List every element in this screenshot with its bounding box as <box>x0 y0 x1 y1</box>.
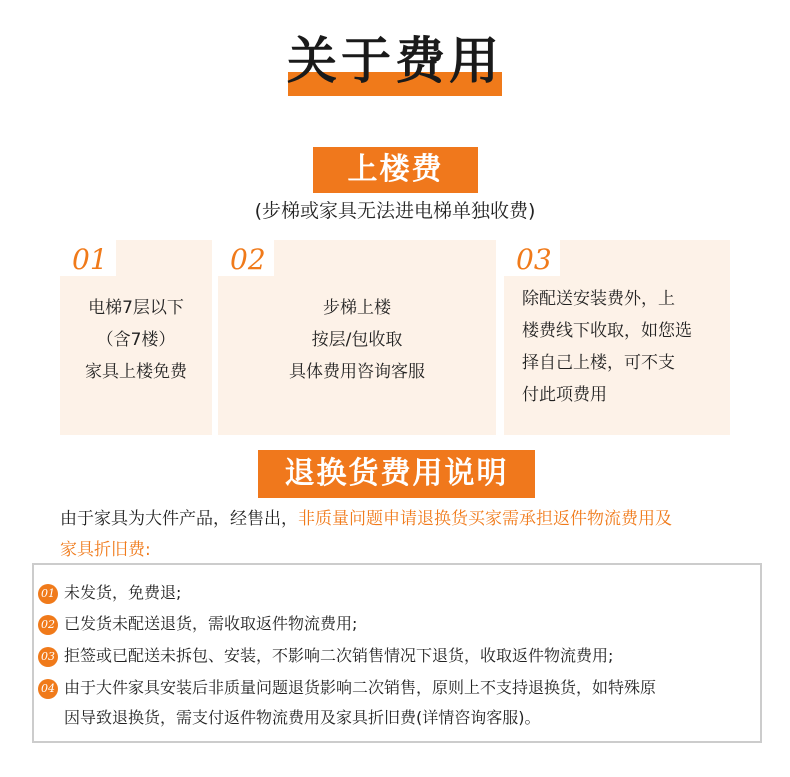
card-text <box>60 292 212 388</box>
number-badge-icon: 01 <box>38 584 58 604</box>
card-line: 楼费线下收取，如您选 <box>522 321 692 341</box>
card-text <box>218 292 496 388</box>
page-title: 关于费用 <box>287 32 503 90</box>
rule-item <box>38 673 748 733</box>
rule-text: 由于大件家具安装后非质量问题退货影响二次销售，原则上不支持退换货，如特殊原 <box>64 678 657 697</box>
card-line: （含7楼） <box>96 330 176 350</box>
card-line: 具体费用咨询客服 <box>289 362 425 382</box>
card-number: 03 <box>504 240 560 276</box>
returns-note-plain: 由于家具为大件产品，经售出， <box>60 509 298 529</box>
stairs-card-1 <box>60 240 212 435</box>
rule-text: 未发货，免费退; <box>64 583 182 602</box>
card-line: 电梯7层以下 <box>88 298 184 318</box>
rule-text: 拒签或已配送未拆包、安装，不影响二次销售情况下退货，收取返件物流费用; <box>64 646 614 665</box>
stairs-card-3 <box>504 240 730 435</box>
card-number: 02 <box>218 240 274 276</box>
rule-item <box>38 578 181 608</box>
card-line: 择自己上楼，可不支 <box>522 353 675 373</box>
rule-text: 已发货未配送退货，需收取返件物流费用; <box>64 614 358 633</box>
returns-banner: 退换货费用说明 <box>258 450 535 498</box>
card-line: 除配送安装费外，上 <box>522 289 675 309</box>
returns-note-highlight: 非质量问题申请退换货买家需承担返件物流费用及 <box>298 509 672 529</box>
stairs-fee-banner: 上楼费 <box>313 147 478 193</box>
card-line: 步梯上楼 <box>323 298 391 318</box>
returns-note <box>60 504 760 566</box>
stairs-card-2 <box>218 240 496 435</box>
number-badge-icon: 02 <box>38 615 58 635</box>
card-line: 按层/包收取 <box>311 330 403 350</box>
page-title-wrap <box>0 28 790 94</box>
rule-item <box>38 609 357 639</box>
card-number: 01 <box>60 240 116 276</box>
number-badge-icon: 04 <box>38 679 58 699</box>
card-line: 家具上楼免费 <box>85 362 187 382</box>
returns-note-highlight-2: 家具折旧费: <box>60 540 151 560</box>
returns-rules-box <box>32 563 762 743</box>
rule-item <box>38 641 613 671</box>
card-text <box>522 283 720 411</box>
number-badge-icon: 03 <box>38 647 58 667</box>
rule-text-continued: 因导致退换货，需支付返件物流费用及家具折旧费(详情咨询客服)。 <box>64 708 541 727</box>
card-line: 付此项费用 <box>522 385 607 405</box>
stairs-fee-subtitle: (步梯或家具无法进电梯单独收费) <box>254 200 536 222</box>
